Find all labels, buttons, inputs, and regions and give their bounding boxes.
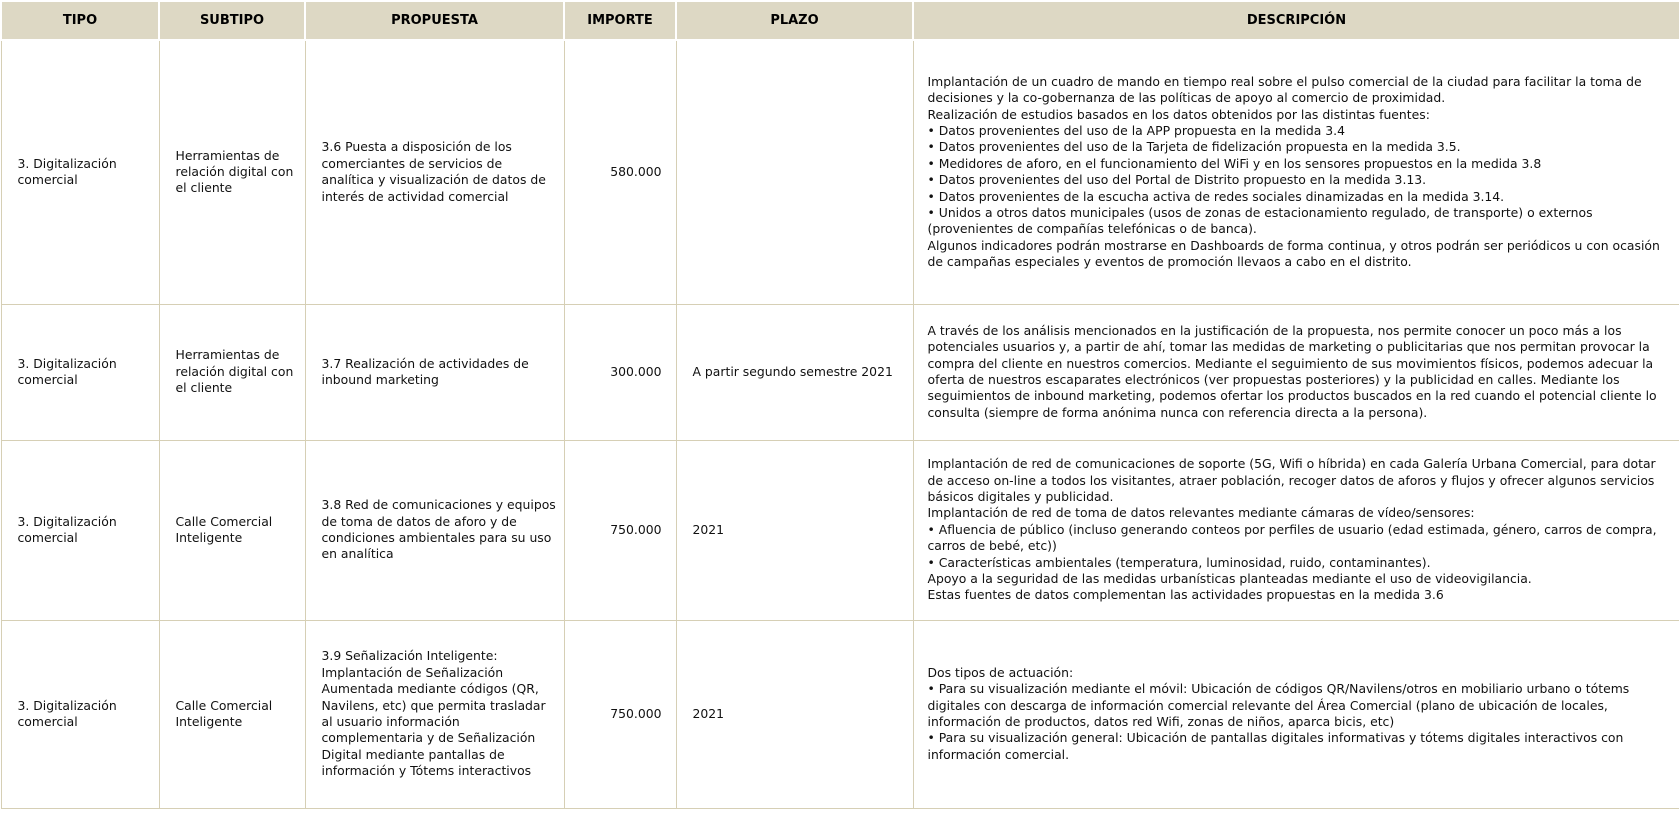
cell-descripcion: [913, 440, 1679, 620]
cell-tipo: 3. Digitalización comercial: [1, 620, 159, 808]
cell-propuesta: 3.6 Puesta a disposición de los comerciantes de servicios de analítica y visualización de datos de interés de actividad comercial: [305, 40, 564, 304]
cell-tipo: 3. Digitalización comercial: [1, 440, 159, 620]
description-line: • Datos provenientes del uso de la APP propuesta en la medida 3.4: [927, 123, 1345, 139]
cell-tipo: 3. Digitalización comercial: [1, 304, 159, 440]
header-descripcion: DESCRIPCIÓN: [913, 1, 1679, 40]
cell-importe: 750.000: [564, 440, 676, 620]
table-row: [1, 620, 1679, 808]
cell-plazo: A partir segundo semestre 2021: [676, 304, 913, 440]
header-row: [1, 1, 1679, 40]
description-line: Dos tipos de actuación:: [927, 664, 1074, 680]
table-row: [1, 304, 1679, 440]
header-subtipo: SUBTIPO: [159, 1, 305, 40]
table-row: [1, 440, 1679, 620]
cell-importe: 750.000: [564, 620, 676, 808]
cell-descripcion: [913, 40, 1679, 304]
header-propuesta: PROPUESTA: [305, 1, 564, 40]
cell-propuesta: 3.9 Señalización Inteligente: Implantación de Señalización Aumentada mediante códigos (QR, Navilens, etc) que permita trasladar al usuario información complementaria y de Señalización Digital mediante pantallas de información y Tótems interactivos: [305, 620, 564, 808]
cell-subtipo: Calle Comercial Inteligente: [159, 620, 305, 808]
header-importe: IMPORTE: [564, 1, 676, 40]
cell-importe: 300.000: [564, 304, 676, 440]
description-line: • Datos provenientes del uso de la Tarjeta de fidelización propuesta en la medida 3.5.: [927, 139, 1461, 155]
description-line: Algunos indicadores podrán mostrarse en Dashboards de forma continua, y otros podrán ser periódicos u con ocasión de campañas especiales y eventos de promoción llevaos a cabo en el distrito.: [927, 237, 1660, 270]
table-row: [1, 40, 1679, 304]
cell-descripcion: [913, 304, 1679, 440]
description-line: Apoyo a la seguridad de las medidas urbanísticas planteadas mediante el uso de videovigilancia.: [927, 571, 1532, 587]
cell-plazo: 2021: [676, 440, 913, 620]
description-line: • Medidores de aforo, en el funcionamiento del WiFi y en los sensores propuestos en la medida 3.8: [927, 155, 1542, 171]
description-line: • Datos provenientes de la escucha activa de redes sociales dinamizadas en la medida 3.14.: [927, 188, 1505, 204]
cell-subtipo: Calle Comercial Inteligente: [159, 440, 305, 620]
cell-plazo: 2021: [676, 620, 913, 808]
description-line: A través de los análisis mencionados en la justificación de la propuesta, nos permite conocer un poco más a los potenciales usuarios y, a partir de ahí, tomar las medidas de marketing o publicitarias que nos permitan provocar la compra del cliente en nuestros comercios. Mediante el seguimiento de sus movimientos físicos, podemos adecuar la oferta de nuestros escaparates electrónicos (ver propuestas posteriores) y la publicidad en calles. Mediante los seguimientos de inbound marketing, podemos ofertar los productos buscados en la red cuando el potencial cliente lo consulta (siempre de forma anónima nunca con referencia directa a la persona).: [927, 322, 1657, 420]
cell-propuesta: 3.8 Red de comunicaciones y equipos de toma de datos de aforo y de condiciones ambientales para su uso en analítica: [305, 440, 564, 620]
description-line: • Para su visualización mediante el móvil: Ubicación de códigos QR/Navilens/otros en mobiliario urbano o tótems digitales con descarga de información comercial relevante del Área Comercial (plano de ubicación de locales, información de productos, datos red Wifi, zonas de niños, aparca bicis, etc): [927, 681, 1630, 729]
description-line: Estas fuentes de datos complementan las actividades propuestas en la medida 3.6: [927, 587, 1444, 603]
description-line: • Características ambientales (temperatura, luminosidad, ruido, contaminantes).: [927, 554, 1431, 570]
description-line: Implantación de red de comunicaciones de soporte (5G, Wifi o híbrida) en cada Galería Urbana Comercial, para dotar de acceso on-line a todos los visitantes, atraer población, recoger datos de aforos y flujos y ofrecer algunos servicios básicos digitales y publicidad.: [927, 456, 1656, 504]
description-line: • Datos provenientes del uso del Portal de Distrito propuesto en la medida 3.13.: [927, 172, 1427, 188]
cell-importe: 580.000: [564, 40, 676, 304]
description-line: • Afluencia de público (incluso generando conteos por perfiles de usuario (edad estimada, género, carros de compra, carros de bebé, etc)): [927, 521, 1657, 554]
description-line: • Unidos a otros datos municipales (usos de zonas de estacionamiento regulado, de transporte) o externos (provenientes de compañías telefónicas o de banca).: [927, 205, 1593, 237]
cell-subtipo: Herramientas de relación digital con el cliente: [159, 40, 305, 304]
cell-propuesta: 3.7 Realización de actividades de inbound marketing: [305, 304, 564, 440]
cell-tipo: 3. Digitalización comercial: [1, 40, 159, 304]
description-line: Realización de estudios basados en los datos obtenidos por las distintas fuentes:: [927, 106, 1430, 122]
description-line: Implantación de un cuadro de mando en tiempo real sobre el pulso comercial de la ciudad para facilitar la toma de decisiones y la co-gobernanza de las políticas de apoyo al comercio de proximidad.: [927, 73, 1642, 106]
cell-subtipo: Herramientas de relación digital con el cliente: [159, 304, 305, 440]
description-line: Implantación de red de toma de datos relevantes mediante cámaras de vídeo/sensores:: [927, 505, 1475, 521]
cell-plazo: [676, 40, 913, 304]
cell-descripcion: [913, 620, 1679, 808]
description-line: • Para su visualización general: Ubicación de pantallas digitales informativas y tótems digitales interactivos con información comercial.: [927, 730, 1624, 762]
header-tipo: TIPO: [1, 1, 159, 40]
header-plazo: PLAZO: [676, 1, 913, 40]
